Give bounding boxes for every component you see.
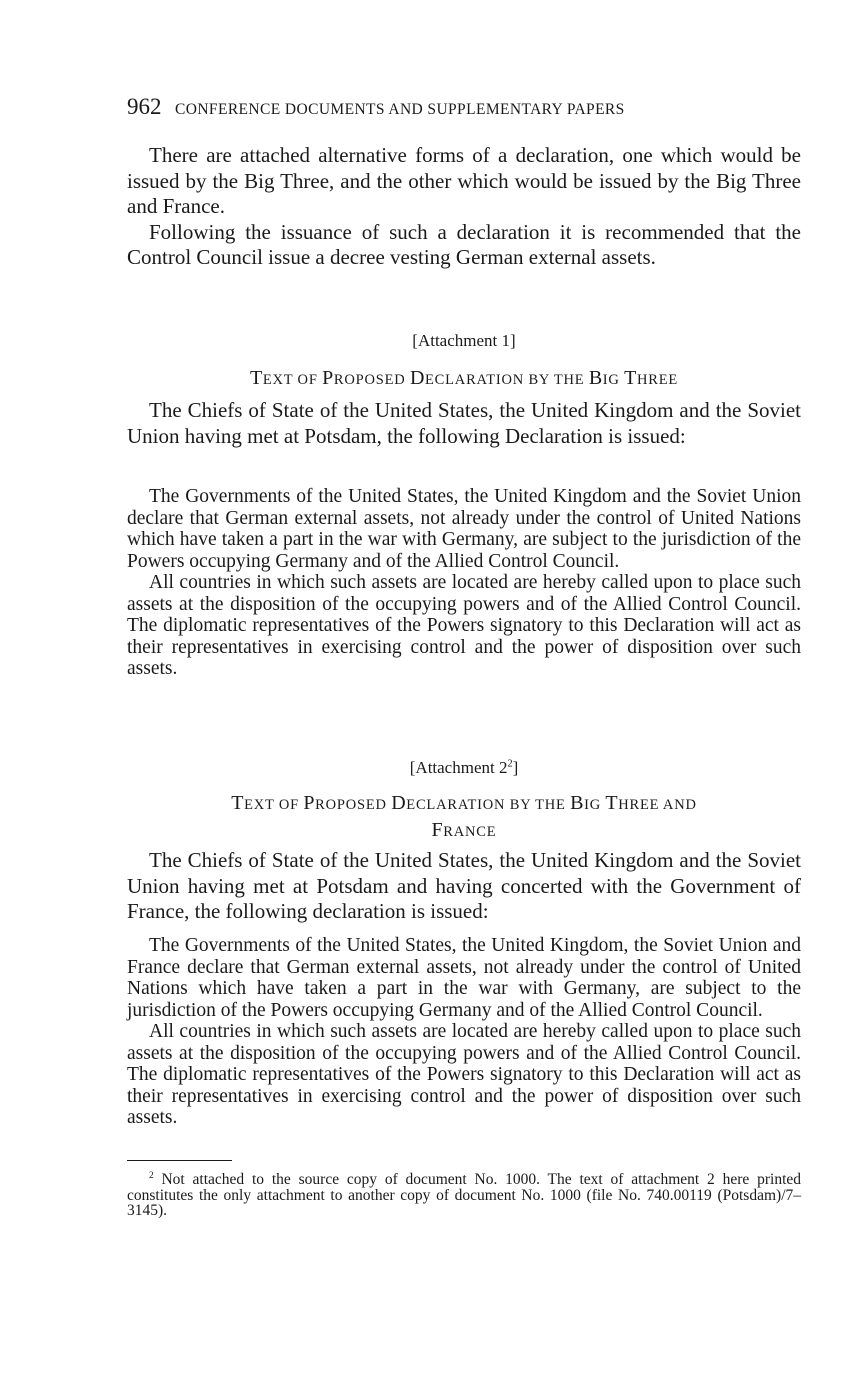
declaration-paragraph-1: The Governments of the United States, the United Kingdom, the Soviet Union and France declare that German external assets, not already under the control of United Nations which have taken a part in the war with Germany, are subject to the jurisdiction of the Powers occupying Germany and of the Allied Control Council. (127, 935, 801, 1021)
footnote (127, 1172, 801, 1219)
attachment-1-declaration (127, 486, 801, 680)
title-word: TEXT OF (249, 367, 323, 389)
declaration-paragraph-2: All countries in which such assets are located are hereby called upon to place such assets at the disposition of the occupying powers and of the Allied Control Council. The diplomatic representatives of the Powers signatory to this Declaration will act as their representatives in exercising control and the power of disposition over such assets. (127, 1021, 801, 1128)
declaration-paragraph-1: The Governments of the United States, the United Kingdom and the Soviet Union declare that German external assets, not already under the control of United Nations which have taken a part in the war with Germany, are subject to the jurisdiction of the Powers occupying Germany and of the Allied Control Council. (127, 486, 801, 572)
title-word: THREE (624, 367, 679, 389)
attachment-1-preamble (127, 398, 801, 449)
intro-paragraph-1: There are attached alternative forms of a declaration, one which would be issued by the Big Three, and the other which would be issued by the Big Three and France. (127, 143, 801, 218)
preamble-paragraph: The Chiefs of State of the United States, the United Kingdom and the Soviet Union having met at Potsdam and having concerted with the Government of France, the following declaration is issued: (127, 848, 801, 923)
declaration-paragraph-2: All countries in which such assets are located are hereby called upon to place such assets at the disposition of the occupying powers and of the Allied Control Council. The diplomatic representatives of the Powers signatory to this Declaration will act as their representatives in exercising control and the power of disposition over such assets. (127, 572, 801, 679)
footnote-text: Not attached to the source copy of document No. 1000. The text of attachment 2 here printed constitutes the only attachment to another copy of document No. 1000 (file No. 740.00119 (Potsdam)/7–3145). (127, 1171, 802, 1219)
attachment-2-preamble (127, 848, 801, 925)
attachment-2-label: [Attachment $2^2$] (409, 758, 519, 777)
title-word: DECLARATION BY THE (409, 367, 589, 389)
footnote-reference: 2 (507, 758, 513, 770)
title-line-1: TEXT OF PROPOSED DECLARATION BY THE BIG THREE AND (231, 792, 697, 814)
page-number: 962 (127, 94, 162, 119)
attachment-2-declaration (127, 935, 801, 1129)
title-line-2: FRANCE (431, 819, 497, 841)
footnote-divider (127, 1160, 232, 1161)
title-word: BIG (588, 367, 625, 389)
intro-section (127, 143, 801, 271)
attachment-1-label: [Attachment 1] (412, 331, 516, 350)
attachment-1-title (127, 366, 801, 393)
page-header (127, 94, 807, 120)
running-title: CONFERENCE DOCUMENTS AND SUPPLEMENTARY PAPERS (175, 101, 625, 118)
title-word: PROPOSED (322, 367, 410, 389)
footnote-marker: 2 (149, 1170, 154, 1181)
intro-paragraph-2: Following the issuance of such a declaration it is recommended that the Control Council issue a decree vesting German external assets. (127, 219, 801, 269)
preamble-paragraph: The Chiefs of State of the United States, the United Kingdom and the Soviet Union having met at Potsdam, the following Declaration is issued: (127, 398, 801, 448)
attachment-2-title (127, 791, 801, 845)
